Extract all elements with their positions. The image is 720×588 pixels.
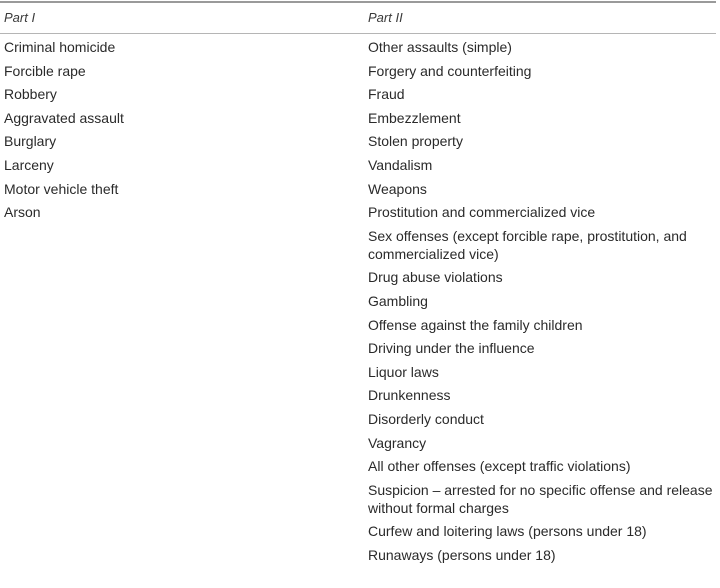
table-cell: Motor vehicle theft xyxy=(4,180,119,197)
table-cell: Disorderly conduct xyxy=(368,410,484,427)
part-2-column xyxy=(368,38,720,569)
table-cell: Curfew and loitering laws (persons under 18) xyxy=(368,523,647,540)
table-cell: Burglary xyxy=(4,133,57,150)
table-cell: Weapons xyxy=(368,180,427,197)
table-cell: Aggravated assault xyxy=(4,109,124,126)
table-cell: Drunkenness xyxy=(368,387,451,404)
table-cell: Embezzlement xyxy=(368,109,461,126)
table-cell: Criminal homicide xyxy=(4,39,116,55)
part-1-column xyxy=(4,38,344,227)
table-cell: Robbery xyxy=(4,86,57,103)
table-cell: Prostitution and commercialized vice xyxy=(368,204,596,221)
table-cell: Stolen property xyxy=(368,133,463,150)
table-cell: Forgery and counterfeiting xyxy=(368,62,532,79)
table-cell: Offense against the family children xyxy=(368,316,583,333)
table-cell: Liquor laws xyxy=(368,363,439,380)
header-rule xyxy=(0,33,716,34)
table-cell: Suspicion – arrested for no specific offense and release without formal charges xyxy=(368,481,713,516)
table-cell: Driving under the influence xyxy=(368,340,535,357)
table-cell: Drug abuse violations xyxy=(368,269,503,286)
table-cell: Runaways (persons under 18) xyxy=(368,546,556,563)
table-cell: Other assaults (simple) xyxy=(368,39,512,55)
table-cell: Larceny xyxy=(4,156,54,173)
table-cell: Gambling xyxy=(368,292,428,309)
table-cell: Vagrancy xyxy=(368,434,427,451)
table-cell: Forcible rape xyxy=(4,62,86,79)
table-cell: Sex offenses (except forcible rape, prostitution, and commercialized vice) xyxy=(368,227,687,262)
table-cell: Fraud xyxy=(368,86,405,103)
table-top-rule xyxy=(0,1,716,3)
table-cell: Vandalism xyxy=(368,156,433,173)
table-cell: All other offenses (except traffic violations) xyxy=(368,458,631,475)
column-header-part-2: Part II xyxy=(368,10,403,25)
table-cell: Arson xyxy=(4,204,41,221)
column-header-part-1: Part I xyxy=(4,10,36,25)
